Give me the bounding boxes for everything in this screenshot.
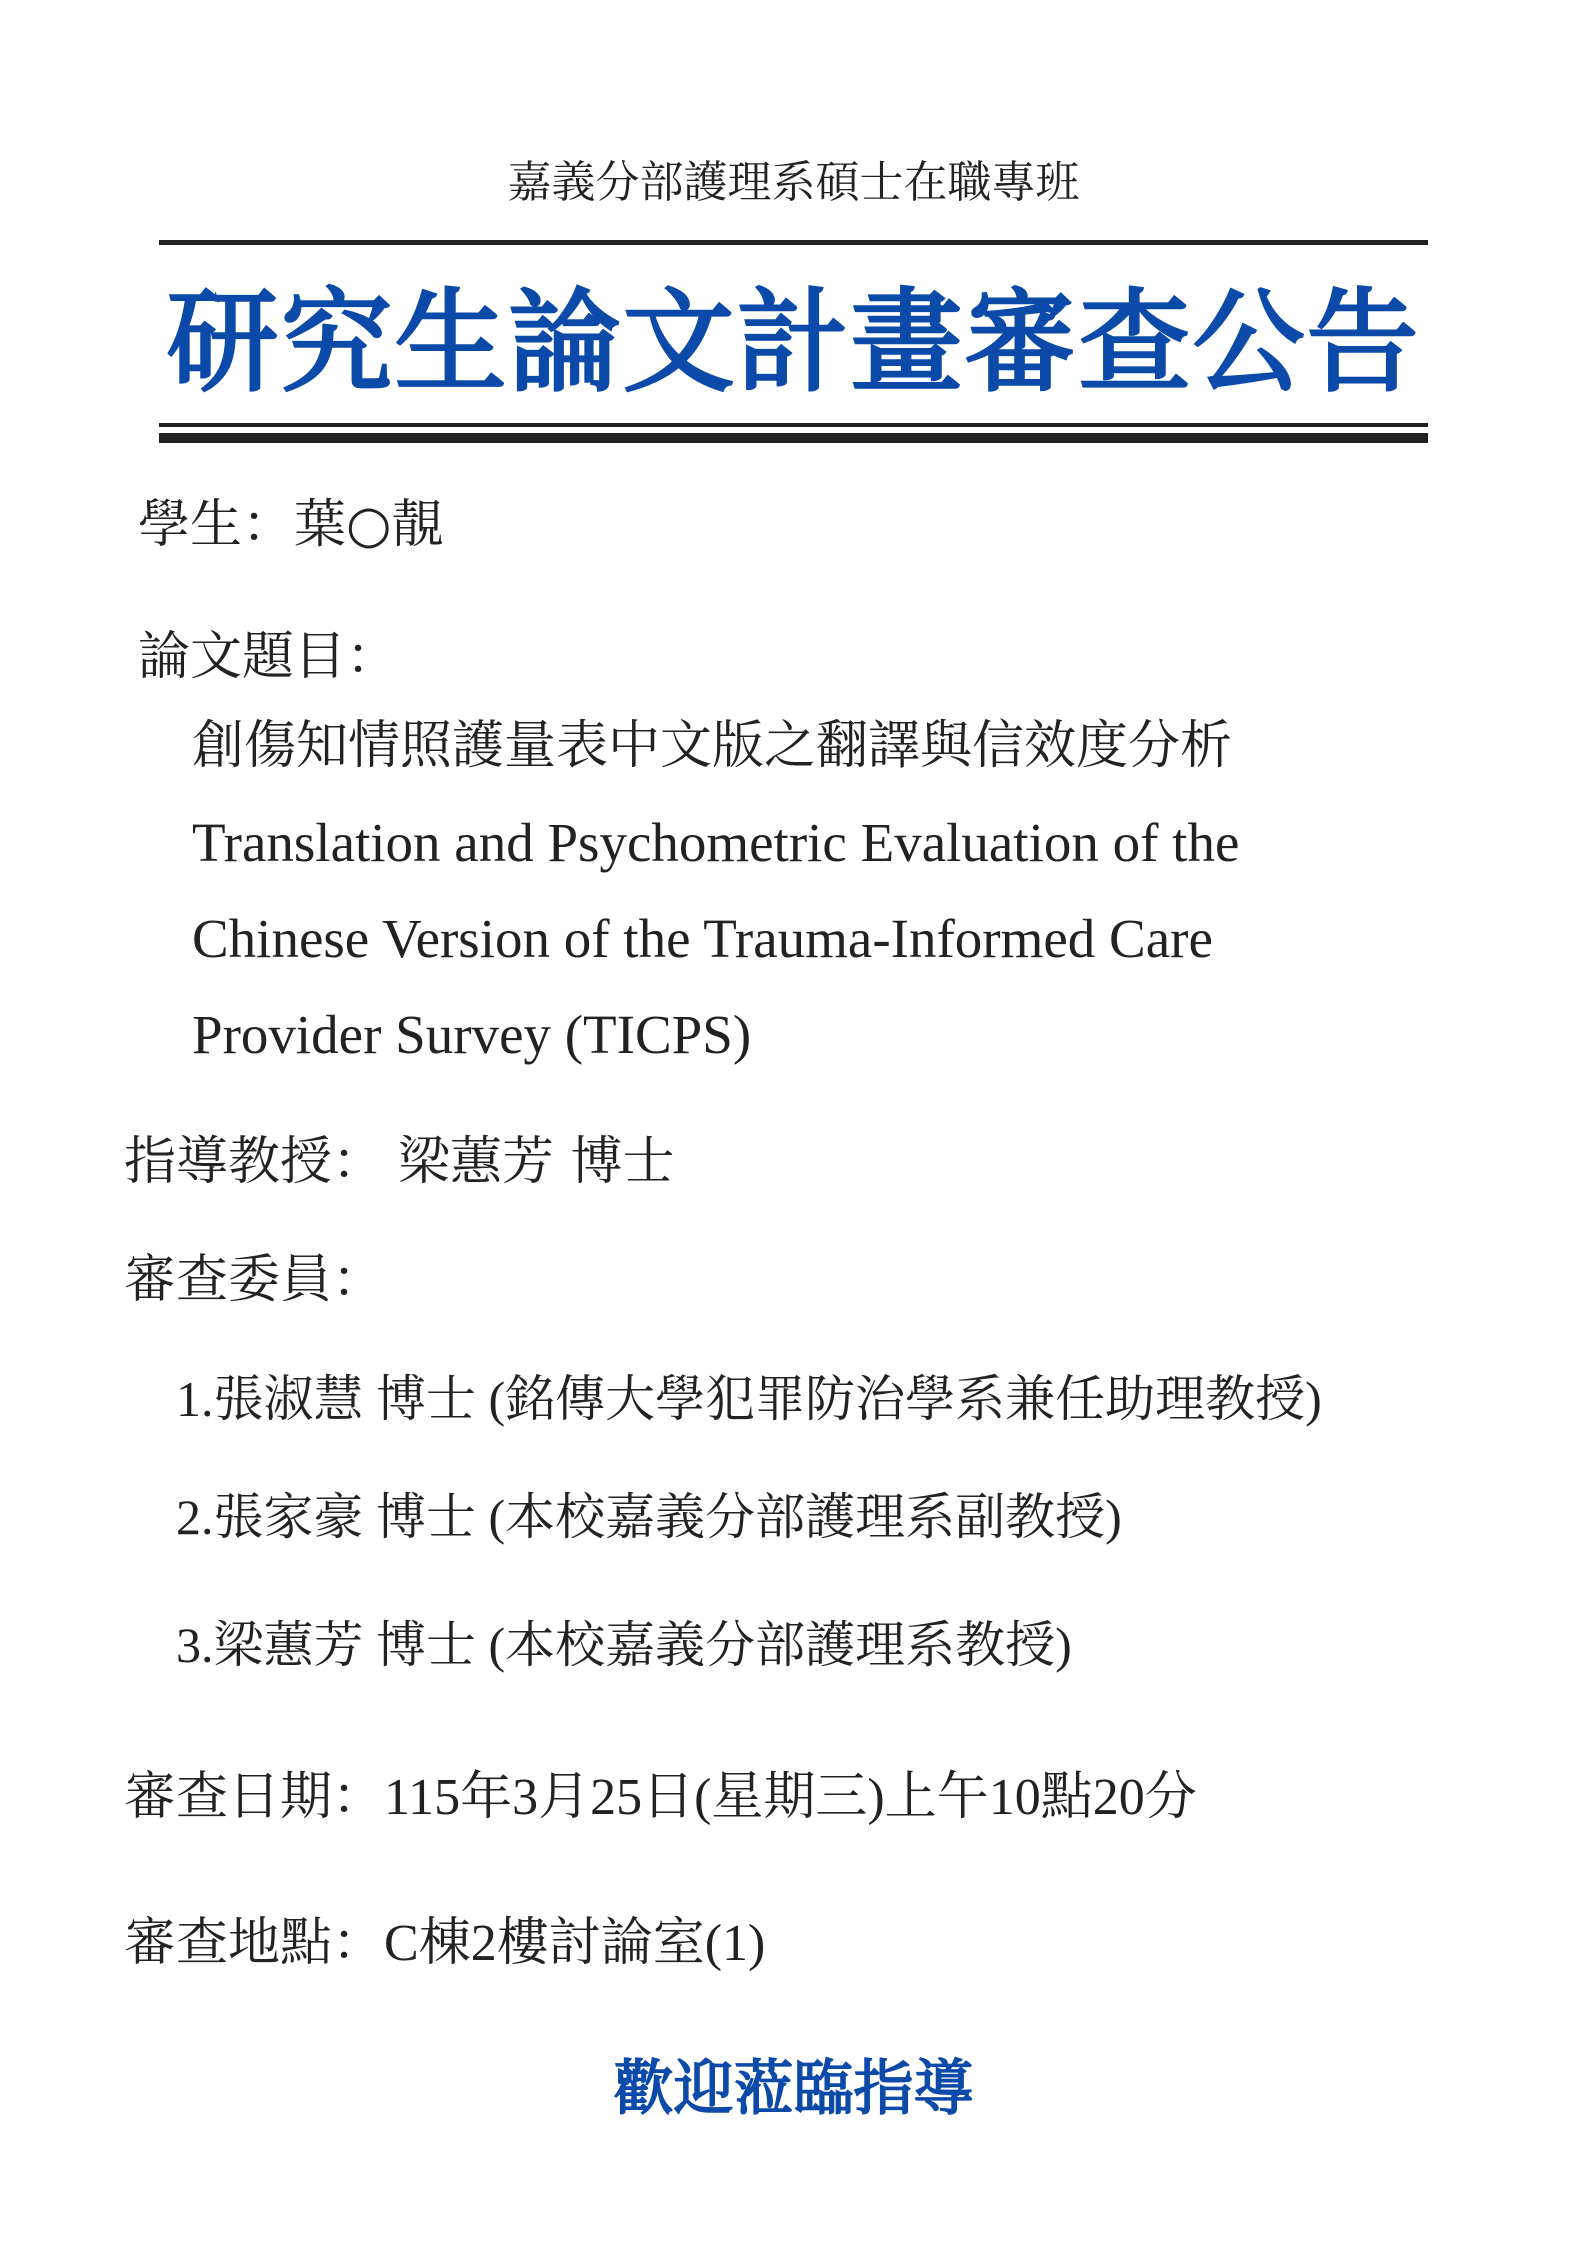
page-title: 研究生論文計畫審查公告 — [166, 278, 1421, 408]
review-date-label: 審查日期： — [124, 1769, 385, 1826]
thesis-title-zh: 創傷知情照護量表中文版之翻譯與信效度分析 — [192, 716, 1233, 776]
student-name: 葉○靚 — [294, 495, 444, 555]
welcome-footer: 歡迎蒞臨指導 — [613, 2054, 974, 2124]
review-location-value: C棟2樓討論室(1) — [384, 1915, 766, 1972]
advisor-row — [124, 1130, 675, 1194]
bottom-divider-thick — [159, 433, 1428, 443]
committee-member-1: 1.張淑慧 博士 (銘傳大學犯罪防治學系兼任助理教授) — [176, 1371, 1322, 1427]
review-location-label: 審查地點： — [124, 1915, 385, 1972]
bottom-divider-thin — [159, 423, 1428, 427]
student-row — [138, 493, 443, 557]
advisor-label: 指導教授： — [124, 1132, 385, 1192]
department-heading: 嘉義分部護理系碩士在職專班 — [507, 157, 1080, 208]
review-location-row — [124, 1912, 765, 1976]
thesis-title-en-line-3: Provider Survey (TICPS) — [192, 1004, 752, 1065]
thesis-label: 論文題目： — [138, 627, 399, 687]
committee-label: 審查委員： — [124, 1250, 385, 1310]
thesis-title-en-line-2: Chinese Version of the Trauma-Informed Care — [192, 908, 1213, 969]
thesis-title-en-line-1: Translation and Psychometric Evaluation of the — [192, 812, 1240, 873]
committee-member-3: 3.梁蕙芳 博士 (本校嘉義分部護理系教授) — [176, 1617, 1072, 1673]
review-date-value: 115年3月25日(星期三)上午10點20分 — [384, 1769, 1197, 1826]
student-label: 學生： — [138, 495, 295, 555]
advisor-name: 梁蕙芳 博士 — [398, 1132, 675, 1192]
top-divider — [159, 240, 1428, 245]
committee-member-2: 2.張家豪 博士 (本校嘉義分部護理系副教授) — [176, 1489, 1122, 1545]
review-date-row — [124, 1766, 1197, 1830]
